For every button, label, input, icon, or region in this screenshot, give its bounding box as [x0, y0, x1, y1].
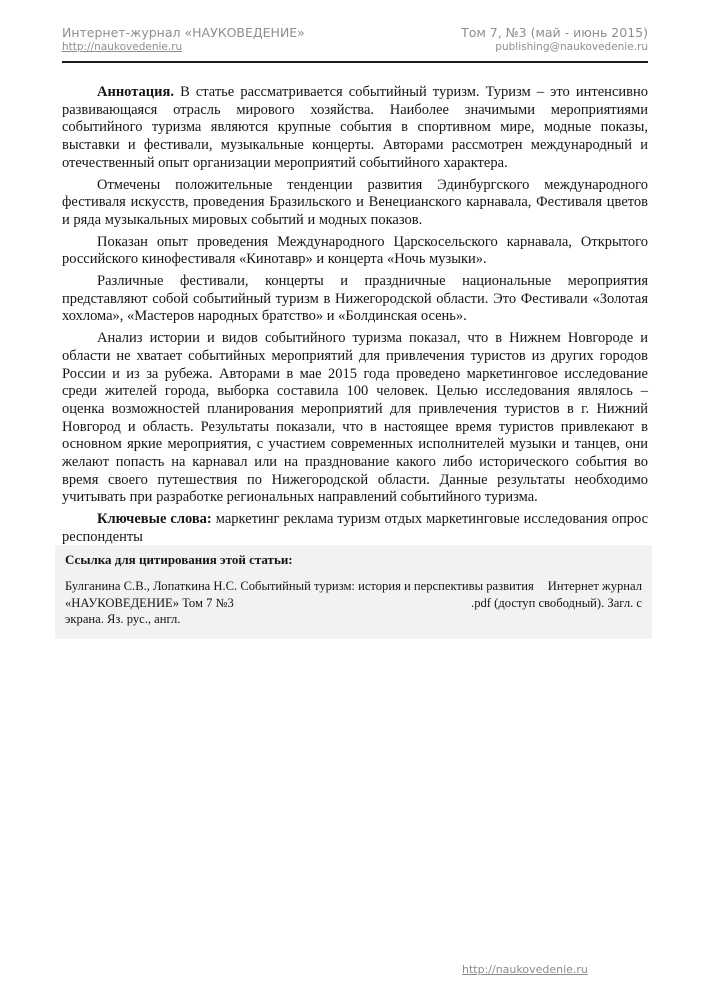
page-footer: [462, 963, 588, 976]
header-left: [62, 25, 305, 54]
citation-box-title: Ссылка для цитирования этой статьи:: [65, 552, 293, 567]
article-body: [62, 84, 648, 551]
volume-info: Том 7, №3 (май - июнь 2015): [461, 25, 648, 40]
header-right: [461, 25, 648, 54]
citation-box: [55, 545, 652, 639]
paragraph-text: Показан опыт проведения Международного Царскосельского карнавала, Открытого российского кинофестиваля «Кинотавр» и концерта «Ночь музыки».: [62, 233, 648, 268]
paragraph: [62, 273, 648, 326]
keywords-lead: Ключевые слова:: [97, 511, 212, 528]
keywords-text: маркетинг реклама туризм отдых маркетинговые исследования опрос респонденты: [62, 511, 649, 545]
publisher-email: publishing@naukovedenie.ru: [495, 41, 648, 53]
paragraph-text: Отмечены положительные тенденции развития Эдинбургского международного фестиваля искусств, проведения Бразильского и Венецианского карнавала, Фестиваля цветов и ряда музыкальных мировых событий и модных показов.: [62, 176, 648, 228]
abstract-text: В статье рассматривается событийный туризм. Туризм – это интенсивно развивающаяся отрасль мирового хозяйства. Наиболее значимыми мероприятиями событийного туризма являются крупные события в спортивном мире, модные показы, выставки и фестивали, музыкальные концерты. Авторами рассмотрен международный и отечественный опыт организации мероприятий событийного характера.: [62, 84, 648, 171]
citation-line-1: [65, 578, 642, 595]
citation-authors-title: Булганина С.В., Лопаткина Н.С. Событийный туризм: история и перспективы развития: [65, 579, 534, 593]
citation-volume: «НАУКОВЕДЕНИЕ» Том 7 №3: [65, 595, 234, 610]
keywords-paragraph: [62, 511, 648, 546]
paragraph: [62, 177, 648, 230]
journal-title: Интернет-журнал «НАУКОВЕДЕНИЕ»: [62, 25, 305, 40]
footer-url-link[interactable]: http://naukovedenie.ru: [462, 963, 588, 976]
citation-body: [65, 578, 642, 628]
citation-line-3: экрана. Яз. рус., англ.: [65, 612, 181, 626]
paragraph-text: Анализ истории и видов событийного туризма показал, что в Нижнем Новгороде и области не хватает событийных мероприятий для привлечения туристов из других городов России и из за рубежа. Авторами в мае 2015 года проведено маркетинговое исследование среди жителей города, выборка составила 100 человек. Целью исследования являлось – оценка возможностей планирования мероприятий для привлечения туристов в г. Нижний Новгород и область. Результаты показали, что в настоящее время туристов привлекают в основном яркие мероприятия, с участием современных исполнителей музыки и танцев, они желают попасть на карнавал или на празднование какого либо исторического события во время своего путешествия по Нижегородской области. Данные результаты необходимо учитывать при разработке региональных направлений событийного туризма.: [62, 330, 648, 506]
citation-pdf-note: .pdf (доступ свободный). Загл. с: [471, 595, 642, 610]
paragraph-text: Различные фестивали, концерты и праздничные национальные мероприятия представляют собой событийный туризм в Нижегородской области. Это Фестивали «Золотая хохлома», «Мастеров народных братство» и «Болдинская осень».: [62, 273, 648, 325]
paragraph: [62, 330, 648, 507]
page-header: [62, 25, 648, 63]
citation-line-2: [65, 595, 642, 612]
paragraph: [62, 234, 648, 269]
abstract-paragraph: [62, 84, 648, 173]
citation-journal: Интернет журнал: [547, 579, 643, 593]
abstract-lead: Аннотация.: [97, 84, 174, 100]
journal-url-link[interactable]: http://naukovedenie.ru: [62, 41, 183, 53]
